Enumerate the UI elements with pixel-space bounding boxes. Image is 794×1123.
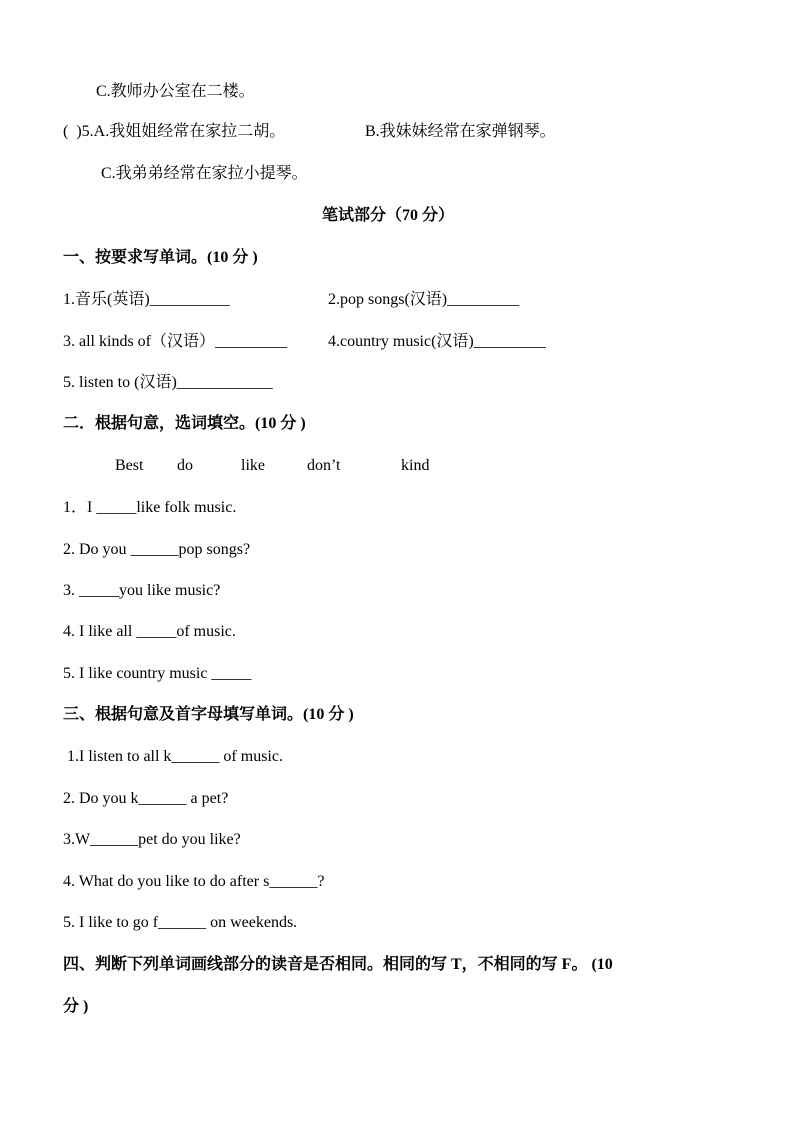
- section-3-item-4: 4. What do you like to do after s______?: [63, 873, 325, 890]
- section-1-item-2: 2.pop songs(汉语)_________: [328, 291, 520, 308]
- word-bank-item: kind: [401, 457, 430, 474]
- section-1-item-3: 3. all kinds of（汉语）_________: [63, 333, 287, 350]
- q5-option-a: ( )5.A.我姐姐经常在家拉二胡。: [63, 123, 286, 140]
- section-3-heading: 三、根据句意及首字母填写单词。(10 分 ): [63, 706, 354, 723]
- written-section-title: 笔试部分（70 分）: [322, 207, 455, 224]
- word-bank-item: don’t: [307, 457, 341, 474]
- section-3-item-5: 5. I like to go f______ on weekends.: [63, 914, 298, 931]
- section-4-heading-line-1: 四、判断下列单词画线部分的读音是否相同。相同的写 T，不相同的写 F。 (10: [63, 956, 613, 973]
- section-2-item-4: 4. I like all _____of music.: [63, 623, 236, 640]
- section-1-item-1: 1.音乐(英语)__________: [63, 291, 230, 308]
- section-1-heading: 一、按要求写单词。(10 分 ): [63, 249, 258, 266]
- q4-option-c: C.教师办公室在二楼。: [96, 83, 255, 100]
- section-3-item-3: 3.W______pet do you like?: [63, 831, 241, 848]
- section-3-item-1: 1.I listen to all k______ of music.: [63, 748, 283, 765]
- section-2-item-5: 5. I like country music _____: [63, 665, 252, 682]
- section-1-item-4: 4.country music(汉语)_________: [328, 333, 546, 350]
- q5-option-b: B.我妹妹经常在家弹钢琴。: [365, 123, 556, 140]
- section-2-item-1: 1．I _____like folk music.: [63, 499, 237, 516]
- word-bank-item: Best: [115, 457, 144, 474]
- section-1-item-5: 5. listen to (汉语)____________: [63, 374, 273, 391]
- section-4-heading-line-2: 分 ): [63, 998, 89, 1015]
- section-3-item-2: 2. Do you k______ a pet?: [63, 790, 229, 807]
- section-2-item-3: 3. _____you like music?: [63, 582, 221, 599]
- section-2-item-2: 2. Do you ______pop songs?: [63, 541, 251, 558]
- q5-option-c: C.我弟弟经常在家拉小提琴。: [101, 165, 308, 182]
- word-bank-item: do: [177, 457, 193, 474]
- section-2-heading: 二．根据句意，选词填空。(10 分 ): [63, 415, 306, 432]
- word-bank-item: like: [241, 457, 265, 474]
